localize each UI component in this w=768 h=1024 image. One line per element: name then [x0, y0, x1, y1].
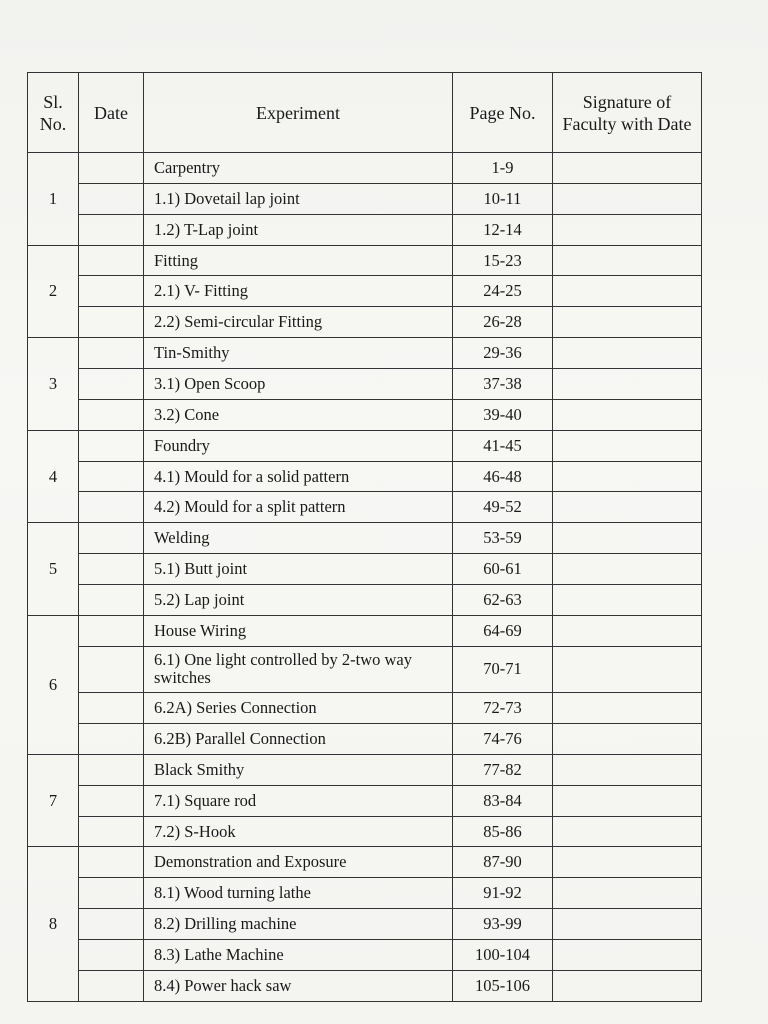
date-cell [79, 724, 144, 755]
experiment-cell: 2.2) Semi-circular Fitting [144, 307, 453, 338]
table-row [28, 369, 702, 400]
page-no-cell: 53-59 [453, 523, 553, 554]
page-no-cell: 10-11 [453, 183, 553, 214]
signature-cell [553, 492, 702, 523]
table-row [28, 183, 702, 214]
table-row [28, 785, 702, 816]
table-row [28, 492, 702, 523]
experiment-cell: 4.2) Mould for a split pattern [144, 492, 453, 523]
date-cell [79, 523, 144, 554]
date-cell [79, 430, 144, 461]
signature-cell [553, 724, 702, 755]
header-signature: Signature of Faculty with Date [553, 73, 702, 153]
page-no-cell: 12-14 [453, 214, 553, 245]
date-cell [79, 276, 144, 307]
page-no-cell: 29-36 [453, 338, 553, 369]
signature-cell [553, 909, 702, 940]
experiment-cell: 8.2) Drilling machine [144, 909, 453, 940]
table-row [28, 430, 702, 461]
date-cell [79, 245, 144, 276]
experiment-cell: 5.2) Lap joint [144, 585, 453, 616]
experiment-cell: 8.3) Lathe Machine [144, 940, 453, 971]
sl-no-cell: 6 [28, 615, 79, 754]
page-no-cell: 77-82 [453, 754, 553, 785]
sl-no-cell: 3 [28, 338, 79, 431]
experiment-cell: 6.2A) Series Connection [144, 693, 453, 724]
signature-cell [553, 585, 702, 616]
experiment-cell: 4.1) Mould for a solid pattern [144, 461, 453, 492]
signature-cell [553, 754, 702, 785]
experiment-cell: 3.2) Cone [144, 399, 453, 430]
page-no-cell: 91-92 [453, 878, 553, 909]
page-no-cell: 100-104 [453, 940, 553, 971]
signature-cell [553, 276, 702, 307]
date-cell [79, 940, 144, 971]
table-row [28, 724, 702, 755]
signature-cell [553, 430, 702, 461]
page-no-cell: 46-48 [453, 461, 553, 492]
date-cell [79, 878, 144, 909]
sl-no-cell: 5 [28, 523, 79, 616]
signature-cell [553, 878, 702, 909]
table-row [28, 970, 702, 1001]
table-row [28, 153, 702, 184]
date-cell [79, 970, 144, 1001]
date-cell [79, 847, 144, 878]
signature-cell [553, 214, 702, 245]
experiment-cell: Black Smithy [144, 754, 453, 785]
signature-cell [553, 646, 702, 692]
sl-no-cell: 2 [28, 245, 79, 338]
signature-cell [553, 523, 702, 554]
page-no-cell: 49-52 [453, 492, 553, 523]
table-row [28, 245, 702, 276]
experiment-cell: 2.1) V- Fitting [144, 276, 453, 307]
table-row [28, 399, 702, 430]
date-cell [79, 909, 144, 940]
table-row [28, 276, 702, 307]
table-row [28, 940, 702, 971]
page-no-cell: 60-61 [453, 554, 553, 585]
page-no-cell: 1-9 [453, 153, 553, 184]
experiment-cell: 6.1) One light controlled by 2-two way switches [144, 646, 453, 692]
experiment-cell: Fitting [144, 245, 453, 276]
experiment-cell: 1.1) Dovetail lap joint [144, 183, 453, 214]
date-cell [79, 785, 144, 816]
page-no-cell: 74-76 [453, 724, 553, 755]
signature-cell [553, 970, 702, 1001]
experiment-cell: Demonstration and Exposure [144, 847, 453, 878]
header-sl-no: Sl. No. [28, 73, 79, 153]
signature-cell [553, 615, 702, 646]
date-cell [79, 307, 144, 338]
signature-cell [553, 245, 702, 276]
experiment-cell: Welding [144, 523, 453, 554]
signature-cell [553, 461, 702, 492]
date-cell [79, 754, 144, 785]
page-no-cell: 93-99 [453, 909, 553, 940]
page-no-cell: 70-71 [453, 646, 553, 692]
signature-cell [553, 693, 702, 724]
table-row [28, 816, 702, 847]
table-row [28, 693, 702, 724]
experiment-cell: 7.1) Square rod [144, 785, 453, 816]
table-row [28, 615, 702, 646]
table-body [28, 153, 702, 1002]
experiments-index-table [27, 72, 702, 1002]
experiment-cell: 8.4) Power hack saw [144, 970, 453, 1001]
table-row [28, 307, 702, 338]
date-cell [79, 646, 144, 692]
table-row [28, 523, 702, 554]
signature-cell [553, 369, 702, 400]
date-cell [79, 816, 144, 847]
date-cell [79, 153, 144, 184]
page-no-cell: 24-25 [453, 276, 553, 307]
header-page-no: Page No. [453, 73, 553, 153]
page-no-cell: 62-63 [453, 585, 553, 616]
signature-cell [553, 338, 702, 369]
table-row [28, 646, 702, 692]
table-row [28, 847, 702, 878]
experiment-cell: Tin-Smithy [144, 338, 453, 369]
date-cell [79, 615, 144, 646]
page-no-cell: 64-69 [453, 615, 553, 646]
page-no-cell: 87-90 [453, 847, 553, 878]
page-no-cell: 85-86 [453, 816, 553, 847]
experiment-cell: Carpentry [144, 153, 453, 184]
header-date: Date [79, 73, 144, 153]
experiment-cell: Foundry [144, 430, 453, 461]
signature-cell [553, 307, 702, 338]
table-row [28, 878, 702, 909]
date-cell [79, 369, 144, 400]
page-no-cell: 15-23 [453, 245, 553, 276]
signature-cell [553, 554, 702, 585]
experiment-cell: 5.1) Butt joint [144, 554, 453, 585]
page-no-cell: 41-45 [453, 430, 553, 461]
signature-cell [553, 940, 702, 971]
signature-cell [553, 816, 702, 847]
table-row [28, 554, 702, 585]
experiment-cell: 6.2B) Parallel Connection [144, 724, 453, 755]
experiment-cell: 1.2) T-Lap joint [144, 214, 453, 245]
signature-cell [553, 183, 702, 214]
page-no-cell: 83-84 [453, 785, 553, 816]
date-cell [79, 338, 144, 369]
signature-cell [553, 153, 702, 184]
date-cell [79, 585, 144, 616]
signature-cell [553, 847, 702, 878]
date-cell [79, 183, 144, 214]
page-no-cell: 26-28 [453, 307, 553, 338]
table-header-row [28, 73, 702, 153]
date-cell [79, 554, 144, 585]
header-experiment: Experiment [144, 73, 453, 153]
page-no-cell: 72-73 [453, 693, 553, 724]
experiment-cell: 7.2) S-Hook [144, 816, 453, 847]
table-row [28, 754, 702, 785]
date-cell [79, 399, 144, 430]
experiment-cell: House Wiring [144, 615, 453, 646]
page-no-cell: 37-38 [453, 369, 553, 400]
table-row [28, 338, 702, 369]
sl-no-cell: 1 [28, 153, 79, 246]
table-row [28, 214, 702, 245]
date-cell [79, 693, 144, 724]
date-cell [79, 461, 144, 492]
sl-no-cell: 8 [28, 847, 79, 1002]
experiment-cell: 3.1) Open Scoop [144, 369, 453, 400]
sl-no-cell: 4 [28, 430, 79, 523]
table-row [28, 585, 702, 616]
page-no-cell: 39-40 [453, 399, 553, 430]
signature-cell [553, 785, 702, 816]
experiment-cell: 8.1) Wood turning lathe [144, 878, 453, 909]
page-no-cell: 105-106 [453, 970, 553, 1001]
sl-no-cell: 7 [28, 754, 79, 847]
table-row [28, 909, 702, 940]
signature-cell [553, 399, 702, 430]
table-row [28, 461, 702, 492]
date-cell [79, 214, 144, 245]
date-cell [79, 492, 144, 523]
